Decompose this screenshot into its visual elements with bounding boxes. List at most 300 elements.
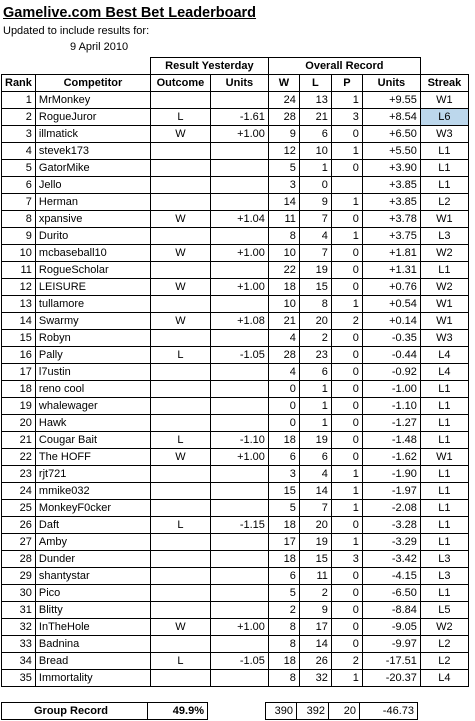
cell-competitor: Blitty <box>35 602 150 619</box>
cell-w: 10 <box>268 245 299 262</box>
cell-units-overall: -1.00 <box>362 381 420 398</box>
table-row <box>2 398 469 415</box>
group-record-units: -46.73 <box>360 703 418 720</box>
cell-units-yesterday: +1.08 <box>210 313 268 330</box>
cell-units-yesterday: -1.05 <box>210 347 268 364</box>
cell-outcome <box>150 534 210 551</box>
cell-p: 0 <box>331 160 362 177</box>
table-row <box>2 364 469 381</box>
cell-competitor: rjt721 <box>35 466 150 483</box>
table-row <box>2 602 469 619</box>
leaderboard-table <box>1 57 469 687</box>
cell-competitor: mcbaseball10 <box>35 245 150 262</box>
cell-streak: L1 <box>420 177 468 194</box>
cell-outcome <box>150 483 210 500</box>
table-row <box>2 670 469 687</box>
cell-p: 1 <box>331 500 362 517</box>
cell-w: 2 <box>268 602 299 619</box>
cell-competitor: whalewager <box>35 398 150 415</box>
cell-units-yesterday <box>210 466 268 483</box>
cell-outcome <box>150 602 210 619</box>
col-header-rank: Rank <box>2 75 36 92</box>
cell-units-overall: -0.44 <box>362 347 420 364</box>
cell-units-overall: -0.92 <box>362 364 420 381</box>
cell-l: 23 <box>299 347 331 364</box>
cell-w: 12 <box>268 143 299 160</box>
cell-streak: L1 <box>420 466 468 483</box>
cell-units-overall: -9.05 <box>362 619 420 636</box>
cell-outcome: L <box>150 432 210 449</box>
cell-outcome: W <box>150 619 210 636</box>
cell-p: 1 <box>331 483 362 500</box>
cell-w: 8 <box>268 636 299 653</box>
cell-units-overall: +0.14 <box>362 313 420 330</box>
cell-p: 0 <box>331 432 362 449</box>
group-record-pct: 49.9% <box>148 703 208 720</box>
cell-l: 14 <box>299 483 331 500</box>
cell-w: 14 <box>268 194 299 211</box>
cell-l: 7 <box>299 211 331 228</box>
cell-units-overall: -17.51 <box>362 653 420 670</box>
cell-rank: 26 <box>2 517 36 534</box>
cell-streak: W1 <box>420 313 468 330</box>
cell-l: 4 <box>299 466 331 483</box>
cell-streak: L1 <box>420 262 468 279</box>
cell-units-yesterday <box>210 398 268 415</box>
cell-l: 6 <box>299 449 331 466</box>
cell-streak: W1 <box>420 296 468 313</box>
cell-rank: 30 <box>2 585 36 602</box>
cell-units-yesterday <box>210 177 268 194</box>
cell-outcome: L <box>150 109 210 126</box>
cell-w: 8 <box>268 619 299 636</box>
cell-outcome: L <box>150 347 210 364</box>
cell-rank: 20 <box>2 415 36 432</box>
cell-streak: L1 <box>420 517 468 534</box>
cell-p: 0 <box>331 398 362 415</box>
cell-w: 8 <box>268 228 299 245</box>
cell-p: 0 <box>331 211 362 228</box>
cell-competitor: InTheHole <box>35 619 150 636</box>
cell-units-overall: -1.62 <box>362 449 420 466</box>
table-row <box>2 126 469 143</box>
cell-competitor: Immortality <box>35 670 150 687</box>
table-row <box>2 211 469 228</box>
cell-units-yesterday <box>210 602 268 619</box>
cell-streak: L1 <box>420 534 468 551</box>
cell-competitor: shantystar <box>35 568 150 585</box>
cell-p: 1 <box>331 92 362 109</box>
cell-p: 1 <box>331 143 362 160</box>
table-row <box>2 551 469 568</box>
cell-l: 7 <box>299 500 331 517</box>
cell-p: 2 <box>331 653 362 670</box>
cell-competitor: MonkeyF0cker <box>35 500 150 517</box>
cell-streak: L1 <box>420 143 468 160</box>
cell-competitor: Hawk <box>35 415 150 432</box>
cell-w: 18 <box>268 517 299 534</box>
table-row <box>2 177 469 194</box>
cell-units-overall: +6.50 <box>362 126 420 143</box>
table-row <box>2 143 469 160</box>
cell-units-yesterday <box>210 160 268 177</box>
cell-w: 4 <box>268 330 299 347</box>
updated-date: 9 April 2010 <box>70 41 129 53</box>
cell-p: 1 <box>331 466 362 483</box>
cell-rank: 3 <box>2 126 36 143</box>
cell-streak: L2 <box>420 636 468 653</box>
cell-l: 1 <box>299 398 331 415</box>
table-row <box>2 653 469 670</box>
group-record-table <box>1 702 466 720</box>
cell-p: 1 <box>331 534 362 551</box>
cell-outcome <box>150 398 210 415</box>
cell-units-overall: +5.50 <box>362 143 420 160</box>
cell-rank: 10 <box>2 245 36 262</box>
cell-streak: W2 <box>420 245 468 262</box>
cell-units-overall: -1.10 <box>362 398 420 415</box>
cell-units-yesterday: +1.00 <box>210 245 268 262</box>
cell-units-yesterday <box>210 636 268 653</box>
cell-l: 15 <box>299 551 331 568</box>
cell-competitor: Herman <box>35 194 150 211</box>
cell-l: 1 <box>299 415 331 432</box>
cell-streak: L1 <box>420 398 468 415</box>
cell-units-yesterday: -1.10 <box>210 432 268 449</box>
cell-units-overall: -4.15 <box>362 568 420 585</box>
cell-p: 0 <box>331 449 362 466</box>
cell-competitor: xpansive <box>35 211 150 228</box>
cell-p: 1 <box>331 194 362 211</box>
cell-rank: 21 <box>2 432 36 449</box>
cell-streak: W2 <box>420 279 468 296</box>
updated-note: Updated to include results for: <box>3 25 150 37</box>
cell-p: 0 <box>331 415 362 432</box>
cell-streak: W3 <box>420 126 468 143</box>
cell-rank: 7 <box>2 194 36 211</box>
cell-l: 0 <box>299 177 331 194</box>
cell-units-yesterday <box>210 364 268 381</box>
cell-outcome <box>150 194 210 211</box>
cell-streak: L1 <box>420 500 468 517</box>
cell-outcome <box>150 466 210 483</box>
cell-streak: L5 <box>420 602 468 619</box>
cell-p: 0 <box>331 364 362 381</box>
cell-w: 18 <box>268 279 299 296</box>
cell-w: 18 <box>268 432 299 449</box>
cell-units-overall: +8.54 <box>362 109 420 126</box>
cell-w: 28 <box>268 109 299 126</box>
cell-p: 0 <box>331 347 362 364</box>
cell-rank: 11 <box>2 262 36 279</box>
cell-w: 4 <box>268 364 299 381</box>
cell-streak: W1 <box>420 449 468 466</box>
group-record-w: 390 <box>266 703 297 720</box>
col-header-l: L <box>299 75 331 92</box>
cell-rank: 27 <box>2 534 36 551</box>
cell-streak: L1 <box>420 381 468 398</box>
cell-units-yesterday: +1.00 <box>210 279 268 296</box>
cell-outcome: W <box>150 211 210 228</box>
cell-rank: 29 <box>2 568 36 585</box>
cell-competitor: Badnina <box>35 636 150 653</box>
table-row <box>2 381 469 398</box>
cell-outcome <box>150 636 210 653</box>
cell-outcome <box>150 92 210 109</box>
cell-units-yesterday <box>210 296 268 313</box>
cell-l: 2 <box>299 330 331 347</box>
cell-l: 20 <box>299 517 331 534</box>
cell-rank: 32 <box>2 619 36 636</box>
cell-outcome <box>150 160 210 177</box>
cell-units-yesterday: +1.00 <box>210 619 268 636</box>
cell-competitor: Jello <box>35 177 150 194</box>
cell-outcome: L <box>150 653 210 670</box>
cell-rank: 8 <box>2 211 36 228</box>
cell-w: 9 <box>268 126 299 143</box>
cell-p: 0 <box>331 330 362 347</box>
cell-outcome: W <box>150 449 210 466</box>
cell-streak: L4 <box>420 347 468 364</box>
cell-rank: 25 <box>2 500 36 517</box>
cell-units-overall: -1.90 <box>362 466 420 483</box>
cell-w: 24 <box>268 92 299 109</box>
cell-competitor: MrMonkey <box>35 92 150 109</box>
cell-w: 5 <box>268 585 299 602</box>
table-row <box>2 432 469 449</box>
cell-streak: W1 <box>420 92 468 109</box>
col-header-outcome: Outcome <box>150 75 210 92</box>
cell-l: 8 <box>299 296 331 313</box>
cell-units-overall: +3.85 <box>362 177 420 194</box>
table-row <box>2 415 469 432</box>
cell-l: 10 <box>299 143 331 160</box>
cell-competitor: Daft <box>35 517 150 534</box>
cell-units-yesterday <box>210 585 268 602</box>
table-row <box>2 262 469 279</box>
group-header-row <box>2 58 469 75</box>
cell-outcome <box>150 381 210 398</box>
table-row <box>2 313 469 330</box>
cell-units-overall: -20.37 <box>362 670 420 687</box>
cell-w: 10 <box>268 296 299 313</box>
cell-competitor: reno cool <box>35 381 150 398</box>
cell-rank: 34 <box>2 653 36 670</box>
col-header-w: W <box>268 75 299 92</box>
table-row <box>2 585 469 602</box>
cell-competitor: Amby <box>35 534 150 551</box>
cell-w: 5 <box>268 500 299 517</box>
cell-l: 15 <box>299 279 331 296</box>
cell-w: 21 <box>268 313 299 330</box>
cell-p: 3 <box>331 551 362 568</box>
cell-streak: W3 <box>420 330 468 347</box>
cell-w: 15 <box>268 483 299 500</box>
cell-p: 0 <box>331 517 362 534</box>
cell-outcome <box>150 296 210 313</box>
cell-competitor: illmatick <box>35 126 150 143</box>
cell-p: 0 <box>331 279 362 296</box>
cell-units-yesterday <box>210 483 268 500</box>
cell-l: 2 <box>299 585 331 602</box>
cell-units-yesterday: -1.05 <box>210 653 268 670</box>
cell-streak: L4 <box>420 364 468 381</box>
cell-streak: L1 <box>420 585 468 602</box>
table-row <box>2 483 469 500</box>
cell-outcome: W <box>150 245 210 262</box>
cell-units-overall: -9.97 <box>362 636 420 653</box>
cell-units-yesterday <box>210 330 268 347</box>
cell-p: 0 <box>331 636 362 653</box>
cell-units-yesterday <box>210 500 268 517</box>
cell-units-overall: -8.84 <box>362 602 420 619</box>
cell-units-overall: -1.97 <box>362 483 420 500</box>
cell-units-yesterday <box>210 534 268 551</box>
column-header-row <box>2 75 469 92</box>
cell-w: 6 <box>268 568 299 585</box>
cell-rank: 14 <box>2 313 36 330</box>
cell-l: 19 <box>299 534 331 551</box>
cell-competitor: RogueJuror <box>35 109 150 126</box>
group-record-row <box>2 703 466 720</box>
table-row <box>2 517 469 534</box>
cell-l: 13 <box>299 92 331 109</box>
cell-units-overall: -3.28 <box>362 517 420 534</box>
table-row <box>2 228 469 245</box>
cell-outcome <box>150 585 210 602</box>
cell-p: 1 <box>331 670 362 687</box>
table-row <box>2 279 469 296</box>
cell-units-overall: -3.29 <box>362 534 420 551</box>
cell-p: 0 <box>331 619 362 636</box>
cell-streak: L1 <box>420 432 468 449</box>
cell-rank: 13 <box>2 296 36 313</box>
cell-rank: 1 <box>2 92 36 109</box>
cell-units-yesterday <box>210 143 268 160</box>
cell-outcome <box>150 500 210 517</box>
cell-rank: 5 <box>2 160 36 177</box>
cell-competitor: tullamore <box>35 296 150 313</box>
cell-units-overall: +1.81 <box>362 245 420 262</box>
cell-streak: L3 <box>420 568 468 585</box>
table-row <box>2 619 469 636</box>
cell-p: 3 <box>331 109 362 126</box>
cell-rank: 35 <box>2 670 36 687</box>
cell-l: 9 <box>299 194 331 211</box>
cell-streak: L2 <box>420 653 468 670</box>
cell-streak: L2 <box>420 194 468 211</box>
cell-w: 3 <box>268 177 299 194</box>
cell-competitor: l7ustin <box>35 364 150 381</box>
cell-competitor: GatorMike <box>35 160 150 177</box>
cell-units-yesterday: -1.15 <box>210 517 268 534</box>
table-row <box>2 92 469 109</box>
cell-w: 0 <box>268 381 299 398</box>
cell-outcome <box>150 568 210 585</box>
table-row <box>2 296 469 313</box>
cell-p <box>331 177 362 194</box>
cell-units-yesterday <box>210 194 268 211</box>
table-row <box>2 109 469 126</box>
table-row <box>2 347 469 364</box>
cell-w: 22 <box>268 262 299 279</box>
cell-rank: 31 <box>2 602 36 619</box>
cell-rank: 9 <box>2 228 36 245</box>
col-header-units-overall: Units <box>362 75 420 92</box>
cell-p: 0 <box>331 262 362 279</box>
table-row <box>2 330 469 347</box>
cell-units-overall: +3.78 <box>362 211 420 228</box>
cell-p: 2 <box>331 313 362 330</box>
cell-streak: W2 <box>420 619 468 636</box>
cell-outcome: W <box>150 279 210 296</box>
group-header-yesterday: Result Yesterday <box>150 58 268 75</box>
cell-outcome: W <box>150 126 210 143</box>
cell-l: 6 <box>299 126 331 143</box>
cell-units-yesterday <box>210 568 268 585</box>
table-row <box>2 466 469 483</box>
cell-units-yesterday <box>210 551 268 568</box>
cell-l: 19 <box>299 432 331 449</box>
cell-streak: L6 <box>420 109 468 126</box>
cell-units-yesterday <box>210 92 268 109</box>
cell-streak: L1 <box>420 160 468 177</box>
cell-competitor: Pally <box>35 347 150 364</box>
cell-rank: 4 <box>2 143 36 160</box>
table-row <box>2 245 469 262</box>
cell-units-yesterday: -1.61 <box>210 109 268 126</box>
cell-outcome <box>150 415 210 432</box>
cell-l: 21 <box>299 109 331 126</box>
cell-w: 28 <box>268 347 299 364</box>
cell-outcome <box>150 551 210 568</box>
cell-l: 9 <box>299 602 331 619</box>
cell-l: 17 <box>299 619 331 636</box>
cell-rank: 15 <box>2 330 36 347</box>
page-title: Gamelive.com Best Bet Leaderboard <box>3 5 257 21</box>
cell-w: 11 <box>268 211 299 228</box>
cell-rank: 23 <box>2 466 36 483</box>
cell-competitor: Bread <box>35 653 150 670</box>
cell-w: 0 <box>268 398 299 415</box>
cell-l: 1 <box>299 160 331 177</box>
cell-streak: L4 <box>420 670 468 687</box>
cell-units-yesterday <box>210 228 268 245</box>
cell-l: 4 <box>299 228 331 245</box>
col-header-competitor: Competitor <box>35 75 150 92</box>
cell-rank: 17 <box>2 364 36 381</box>
cell-units-yesterday: +1.00 <box>210 126 268 143</box>
cell-l: 20 <box>299 313 331 330</box>
cell-units-yesterday: +1.04 <box>210 211 268 228</box>
cell-l: 19 <box>299 262 331 279</box>
cell-p: 0 <box>331 245 362 262</box>
cell-streak: L1 <box>420 415 468 432</box>
table-row <box>2 449 469 466</box>
cell-outcome <box>150 177 210 194</box>
cell-rank: 33 <box>2 636 36 653</box>
cell-w: 8 <box>268 670 299 687</box>
cell-rank: 18 <box>2 381 36 398</box>
cell-competitor: LEISURE <box>35 279 150 296</box>
cell-outcome <box>150 262 210 279</box>
cell-streak: W1 <box>420 211 468 228</box>
cell-p: 0 <box>331 126 362 143</box>
cell-p: 1 <box>331 296 362 313</box>
cell-units-overall: +3.90 <box>362 160 420 177</box>
cell-competitor: The HOFF <box>35 449 150 466</box>
cell-outcome <box>150 330 210 347</box>
